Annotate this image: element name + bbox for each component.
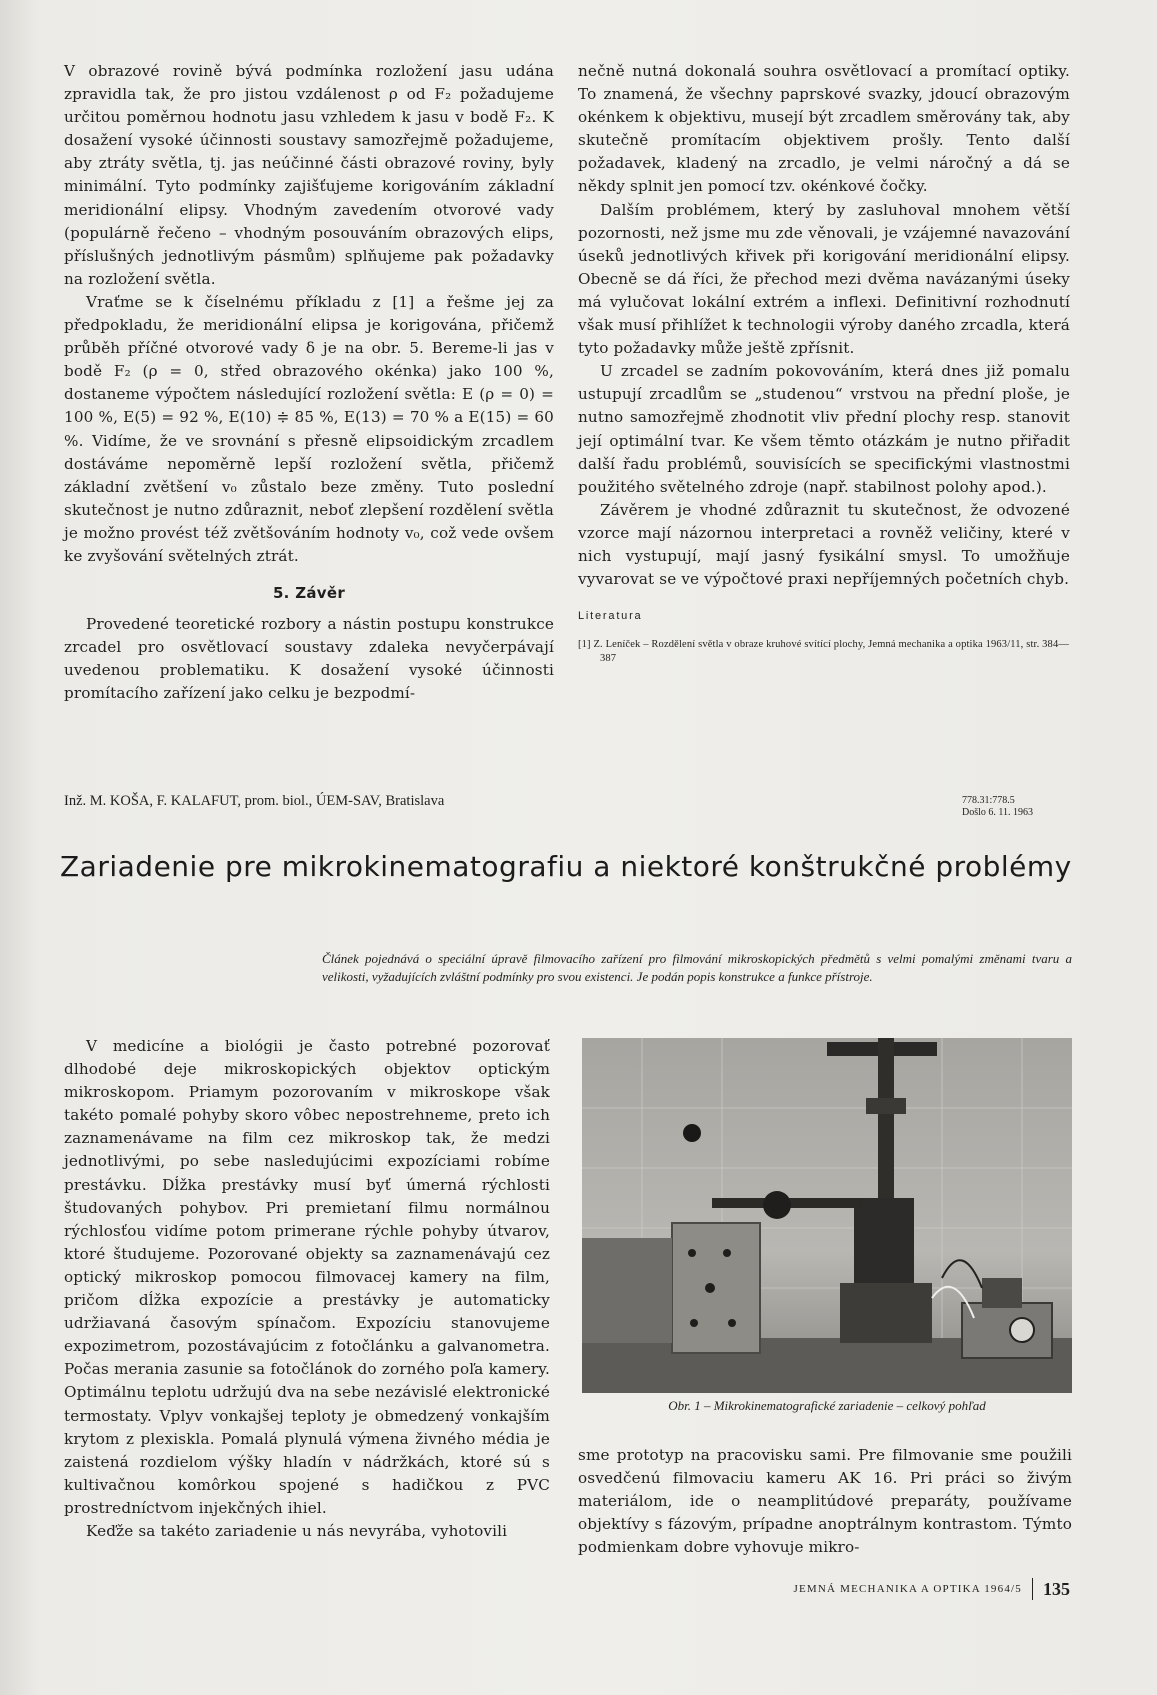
paragraph: nečně nutná dokonalá souhra osvětlovací a promítací optiky. To znamená, že všechny paprskové svazky, jdoucí obrazovým okénkem k objektivu, musejí být zrcadlem směrovány tak, aby skutečně promítacím objektivem prošly. Tento další požadavek, kladený na zrcadlo, je velmi náročný a dá se někdy splnit jen pomocí tzv. okénkové čočky.	[578, 62, 1070, 196]
article-right-column	[578, 1444, 1072, 1559]
article-title: Zariadenie pre mikrokinematografiu a niektoré konštrukčné problémy	[60, 850, 1072, 883]
article-left-column	[64, 1035, 550, 1543]
article-abstract: Článek pojednává o speciální úpravě filmovacího zařízení pro filmování mikroskopických předmětů s velmi pomalými změnami tvaru a velikosti, vyžadujících zvláštní podmínky pro svou existenci. Je podán popis konstrukce a funkce přístroje.	[322, 951, 1072, 984]
reference-item: [1] Z. Leníček – Rozdělení světla v obraze kruhové svítící plochy, Jemná mechanika a optika 1963/11, str. 384—387	[578, 639, 1070, 665]
paragraph: Vraťme se k číselnému příkladu z [1] a řešme jej za předpokladu, že meridionální elipsa je korigována, přičemž průběh příčné otvorové vady δ je na obr. 5. Bereme-li jas v bodě F₂ (ρ = 0, střed obrazového okénka) jako 100 %, dostaneme výpočtem následující rozložení světla: E (ρ = 0) = 100 %, E(5) = 92 %, E(10) ≑ 85 %, E(13) = 70 % a E(15) = 60 %. Vidíme, že ve srovnání s přesně elipsoidickým zrcadlem dostáváme nepoměrně lepší rozložení světla, přičemž základní zvětšení v₀ zůstalo beze změny. Tuto poslední skutečnost je nutno zdůraznit, neboť zlepšení rozdělení světla je možno provést též zvětšováním hodnoty v₀, což vede ovšem ke zvyšování světelných ztrát.	[64, 292, 554, 565]
prev-article-left-column	[64, 60, 554, 706]
page-footer	[748, 1578, 1070, 1600]
received-date: Došlo 6. 11. 1963	[962, 807, 1034, 818]
microcinematography-device-photo	[582, 1038, 1072, 1393]
figure-photo	[582, 1038, 1072, 1393]
classification-code: 778.31:778.5	[962, 795, 1015, 806]
paragraph: Keďže sa takéto zariadenie u nás nevyrába, vyhotovili	[86, 1521, 508, 1540]
prev-article-right-column	[578, 60, 1070, 666]
footer-divider	[1032, 1578, 1033, 1600]
article-authors: Inž. M. KOŠA, F. KALAFUT, prom. biol., ÚEM-SAV, Bratislava	[64, 793, 445, 809]
paragraph: V obrazové rovině bývá podmínka rozložení jasu udána zpravidla tak, že pro jistou vzdálenost ρ od F₂ požadujeme určitou poměrnou hodnotu jasu vzhledem k jasu v bodě F₂. K dosažení vysoké účinnosti soustavy samozřejmě požadujeme, aby ztráty světla, tj. jas neúčinné části obrazové roviny, byly minimální. Tyto podmínky zajišťujeme korigováním základní meridionální elipsy. Vhodným zavedením otvorové vady (populárně řečeno – vhodným posouváním obrazových elips, příslušných jednotlivým pásmům) splňujeme pak požadavky na rozložení světla.	[64, 62, 554, 288]
paragraph: U zrcadel se zadním pokovováním, která dnes již pomalu ustupují zrcadlům se „studenou“ vrstvou na přední ploše, je nutno samozřejmě zhodnotit vliv přední plochy resp. stanovit její optimální tvar. Ke všem těmto otázkám je nutno přiřadit další řadu problémů, souvisících se specifickými vlastnostmi použitého světelného zdroje (např. stabilnost polohy apod.).	[578, 362, 1070, 496]
paragraph: V medicíne a biológii je často potrebné pozorovať dlhodobé deje mikroskopických objektov optickým mikroskopom. Priamym pozorovaním v mikroskope však takéto pomalé pohyby skoro vôbec nepostrehneme, preto ich zaznamenávame na film cez mikroskop tak, že medzi jednotlivými, po sebe nasledujúcimi expozíciami robíme prestávku. Dĺžka prestávky musí byť úmerná rýchlosti študovaných pohybov. Pri premietaní filmu normálnou rýchlosťou vidíme potom primerane rýchle pohyby útvarov, ktoré študujeme. Pozorované objekty sa zaznamenávajú cez optický mikroskop pomocou filmovacej kamery na film, pričom dĺžka expozície a prestávky je automaticky udržiavaná časovým spínačom. Expozíciu stanovujeme expozimetrom, pozostávajúcim z fotočlánku a galvanometra. Počas merania zasunie sa fotočlánok do zorného poľa kamery. Optimálnu teplotu udržujú dva na sebe nezávislé elektronické termostaty. Vplyv vonkajšej teploty je obmedzený vonkajším krytom z plexiskla. Pomalá plynulá výmena živného média je zaistená rozdielom výšky hladín v nádržkách, ktoré sú s kultivačnou komôrkou spojené s hadičkou z PVC prostredníctvom injekčných ihiel.	[64, 1037, 551, 1517]
literature-heading: Literatura	[578, 610, 643, 623]
section-heading: 5. Závěr	[272, 584, 346, 603]
figure-caption: Obr. 1 – Mikrokinematografické zariadenie – celkový pohľad	[668, 1398, 986, 1413]
classification-block	[962, 795, 1033, 819]
journal-name: JEMNÁ MECHANIKA A OPTIKA 1964/5	[793, 1583, 1022, 1595]
paragraph: sme prototyp na pracovisku sami. Pre filmovanie sme použili osvedčenú filmovaciu kameru AK 16. Pri práci so živým materiálom, ide o neamplitúdové preparáty, používame objektívy s fázovým, prípadne anoptrálnym kontrastom. Týmto podmienkam dobre vyhovuje mikro-	[578, 1446, 1072, 1557]
paragraph: Dalším problémem, který by zasluhoval mnohem větší pozornosti, než jsme mu zde věnovali, je vzájemné navazování úseků jednotlivých křivek při korigování meridionální elipsy. Obecně se dá říci, že přechod mezi dvěma navázanými úseky má vylučovat lokální extrém a inflexi. Definitivní rozhodnutí však musí přihlížet k technologii výroby daného zrcadla, která tyto požadavky může ještě zpřísnit.	[578, 200, 1070, 358]
page-number: 135	[1043, 1578, 1070, 1599]
paragraph: Závěrem je vhodné zdůraznit tu skutečnost, že odvozené vzorce mají názornou interpretaci a rovněž veličiny, které v nich vystupují, mají jasný fysikální smysl. To umožňuje vyvarovat se ve výpočtové praxi nepříjemných početních chyb.	[578, 500, 1070, 589]
paragraph: Provedené teoretické rozbory a nástin postupu konstrukce zrcadel pro osvětlovací soustavy zdaleka nevyčerpávají uvedenou problematiku. K dosažení vysoké účinnosti promítacího zařízení jako celku je bezpodmí-	[64, 615, 554, 703]
